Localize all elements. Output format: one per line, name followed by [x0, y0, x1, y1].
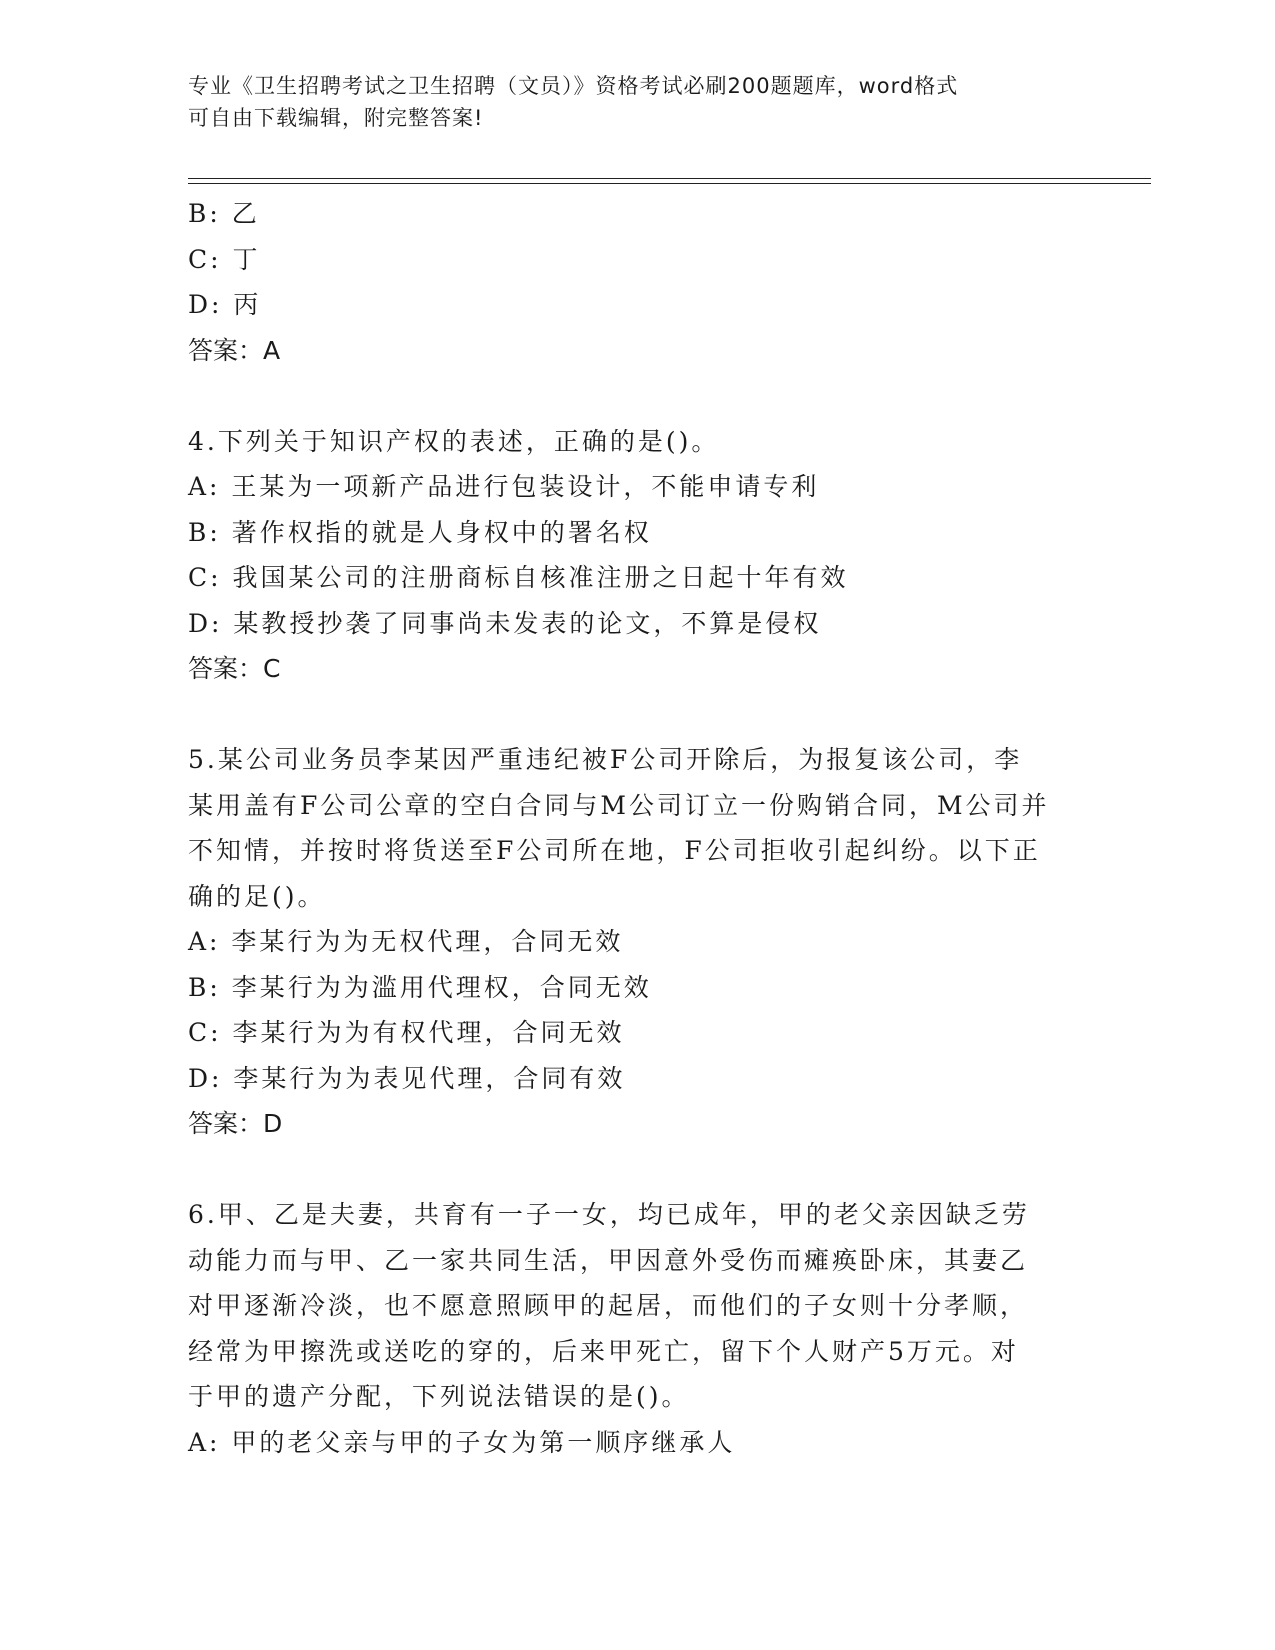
spacer: [188, 1147, 1088, 1193]
question-stem-line: 某用盖有F公司公章的空白合同与M公司订立一份购销合同，M公司并: [188, 790, 1050, 820]
spacer: [188, 692, 1088, 738]
answer: 答案：A: [188, 335, 281, 365]
question-stem-line: 不知情，并按时将货送至F公司所在地，F公司拒收引起纠纷。以下正: [188, 836, 1041, 865]
question-stem-line: 动能力而与甲、乙一家共同生活，甲因意外受伤而瘫痪卧床，其妻乙: [188, 1245, 1029, 1275]
question-3: [188, 191, 1088, 373]
question-stem-line: 对甲逐渐冷淡，也不愿意照顾甲的起居，而他们的子女则十分孝顺，: [188, 1291, 1029, 1320]
header-line-2: 可自由下载编辑，附完整答案!: [188, 106, 484, 130]
option-d: D: 丙: [188, 290, 262, 319]
question-content: [188, 191, 1088, 1465]
question-stem-line: 6.甲、乙是夫妻，共育有一子一女，均已成年，甲的老父亲因缺乏劳: [188, 1200, 1030, 1229]
option-a: A: 甲的老父亲与甲的子女为第一顺序继承人: [188, 1427, 736, 1457]
question-stem-line: 5.某公司业务员李某因严重违纪被F公司开除后，为报复该公司，李: [188, 745, 1023, 774]
question-stem-line: 确的足()。: [188, 881, 326, 911]
question-stem-line: 于甲的遗产分配，下列说法错误的是()。: [188, 1382, 690, 1411]
question-stem: 4.下列关于知识产权的表述，正确的是()。: [188, 426, 720, 456]
option-a: A: 李某行为为无权代理，合同无效: [188, 927, 624, 956]
document-header: [188, 70, 1068, 134]
option-d: D: 某教授抄袭了同事尚未发表的论文，不算是侵权: [188, 608, 822, 638]
header-rule-top: [188, 178, 1151, 179]
option-b: B: 李某行为为滥用代理权，合同无效: [188, 972, 652, 1002]
header-line-1: 专业《卫生招聘考试之卫生招聘（文员）》资格考试必刷200题题库，word格式: [188, 74, 959, 98]
answer: 答案：D: [188, 1109, 283, 1138]
option-b: B: 乙: [188, 199, 260, 228]
question-6: [188, 1192, 1088, 1465]
answer: 答案：C: [188, 654, 281, 683]
option-c: C: 李某行为为有权代理，合同无效: [188, 1018, 625, 1047]
option-d: D: 李某行为为表见代理，合同有效: [188, 1063, 626, 1093]
option-a: A: 王某为一项新产品进行包装设计，不能申请专利: [188, 472, 820, 501]
question-5: [188, 737, 1088, 1147]
spacer: [188, 373, 1088, 419]
question-4: [188, 419, 1088, 692]
header-rule-bottom: [188, 183, 1151, 184]
option-c: C: 丁: [188, 244, 261, 274]
option-b: B: 著作权指的就是人身权中的署名权: [188, 517, 652, 547]
question-stem-line: 经常为甲擦洗或送吃的穿的，后来甲死亡，留下个人财产5万元。对: [188, 1336, 1019, 1366]
option-c: C: 我国某公司的注册商标自核准注册之日起十年有效: [188, 563, 849, 592]
